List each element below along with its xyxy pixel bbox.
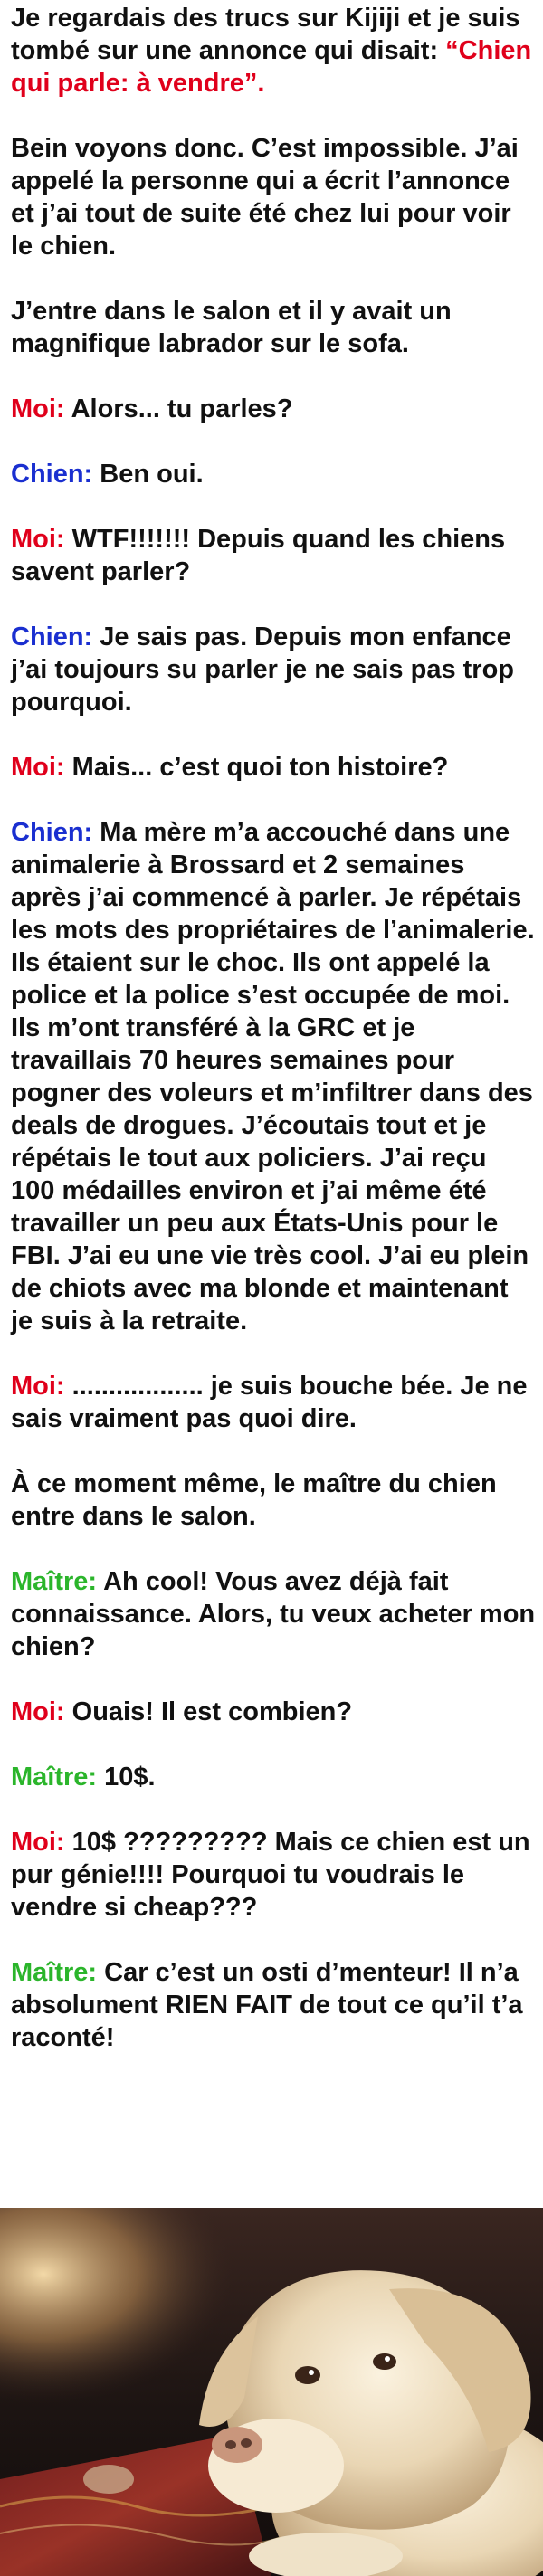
dialogue-line [11, 458, 536, 490]
speaker-chien: Chien: [11, 460, 93, 489]
dialogue-line [11, 523, 536, 588]
intro-paragraph-1 [11, 2, 536, 100]
dialogue-text: 10$ ????????? Mais ce chien est un pur génie!!!! Pourquoi tu voudrais le vendre si cheap??? [11, 1828, 530, 1922]
dialogue-line [11, 393, 536, 425]
dialogue-line [11, 1956, 536, 2054]
speaker-moi: Moi: [11, 525, 65, 554]
dialogue-line [11, 621, 536, 718]
speaker-chien: Chien: [11, 623, 93, 651]
labrador-illustration [0, 2208, 543, 2576]
dialogue-text: 10$. [104, 1763, 156, 1792]
dialogue-text: Car c’est un osti d’menteur! Il n’a absolument RIEN FAIT de tout ce qu’il t’a raconté! [11, 1958, 523, 2052]
dialogue-line [11, 1826, 536, 1924]
intro-text: Je regardais des trucs sur Kijiji et je suis tombé sur une annonce qui disait: [11, 4, 520, 65]
speaker-maitre: Maître: [11, 1958, 98, 1987]
story-text [11, 2, 536, 2086]
dialogue-line [11, 1696, 536, 1728]
dialogue-line [11, 816, 536, 1337]
speaker-maitre: Maître: [11, 1567, 98, 1596]
dialogue-text: Ma mère m’a accouché dans une animalerie à Brossard et 2 semaines après j’ai commencé à parler. Je répétais les mots des propriétaires de l’animalerie. Ils étaient sur le choc. Ils ont appelé la police et la police s’est occupée de moi. Ils m’ont transféré à la GRC et je travaillais 70 heures semaines pour pogner des voleurs et m’infiltrer dans des deals de drogues. J’écoutais tout et je répétais le tout aux policiers. J’ai reçu 100 médailles environ et j’ai même été travailler un peu aux États-Unis pour le FBI. J’ai eu une vie très cool. J’ai eu plein de chiots avec ma blonde et maintenant je suis à la retraite. [11, 818, 535, 1336]
speaker-moi: Moi: [11, 1372, 65, 1401]
dialogue-text: Je sais pas. Depuis mon enfance j’ai toujours su parler je ne sais pas trop pourquoi. [11, 623, 514, 717]
dialogue-text: Ben oui. [100, 460, 204, 489]
dialogue-line [11, 1565, 536, 1663]
speaker-moi: Moi: [11, 1828, 65, 1857]
speaker-chien: Chien: [11, 818, 93, 847]
speaker-moi: Moi: [11, 394, 65, 423]
labrador-photo [0, 2208, 543, 2576]
dialogue-text: Mais... c’est quoi ton histoire? [71, 753, 449, 782]
dialogue-text: .................. je suis bouche bée. Je ne sais vraiment pas quoi dire. [11, 1372, 528, 1433]
dialogue-text: Alors... tu parles? [71, 394, 293, 423]
intro-paragraph-2: Bein voyons donc. C’est impossible. J’ai appelé la personne qui a écrit l’annonce et j’ai tout de suite été chez lui pour voir le chien. [11, 134, 519, 261]
dialogue-line [11, 1370, 536, 1435]
ad-quote: “Chien qui parle: à vendre”. [11, 36, 532, 98]
intro-paragraph-3: J’entre dans le salon et il y avait un magnifique labrador sur le sofa. [11, 297, 452, 358]
dialogue-line [11, 1761, 536, 1793]
dialogue-text: Ouais! Il est combien? [71, 1697, 353, 1726]
speaker-moi: Moi: [11, 753, 65, 782]
speaker-maitre: Maître: [11, 1763, 98, 1792]
dialogue-text: WTF!!!!!!! Depuis quand les chiens savent parler? [11, 525, 506, 586]
dialogue-line [11, 751, 536, 784]
dialogue-text: Ah cool! Vous avez déjà fait connaissance. Alors, tu veux acheter mon chien? [11, 1567, 536, 1661]
narration-paragraph: À ce moment même, le maître du chien entre dans le salon. [11, 1469, 497, 1531]
speaker-moi: Moi: [11, 1697, 65, 1726]
